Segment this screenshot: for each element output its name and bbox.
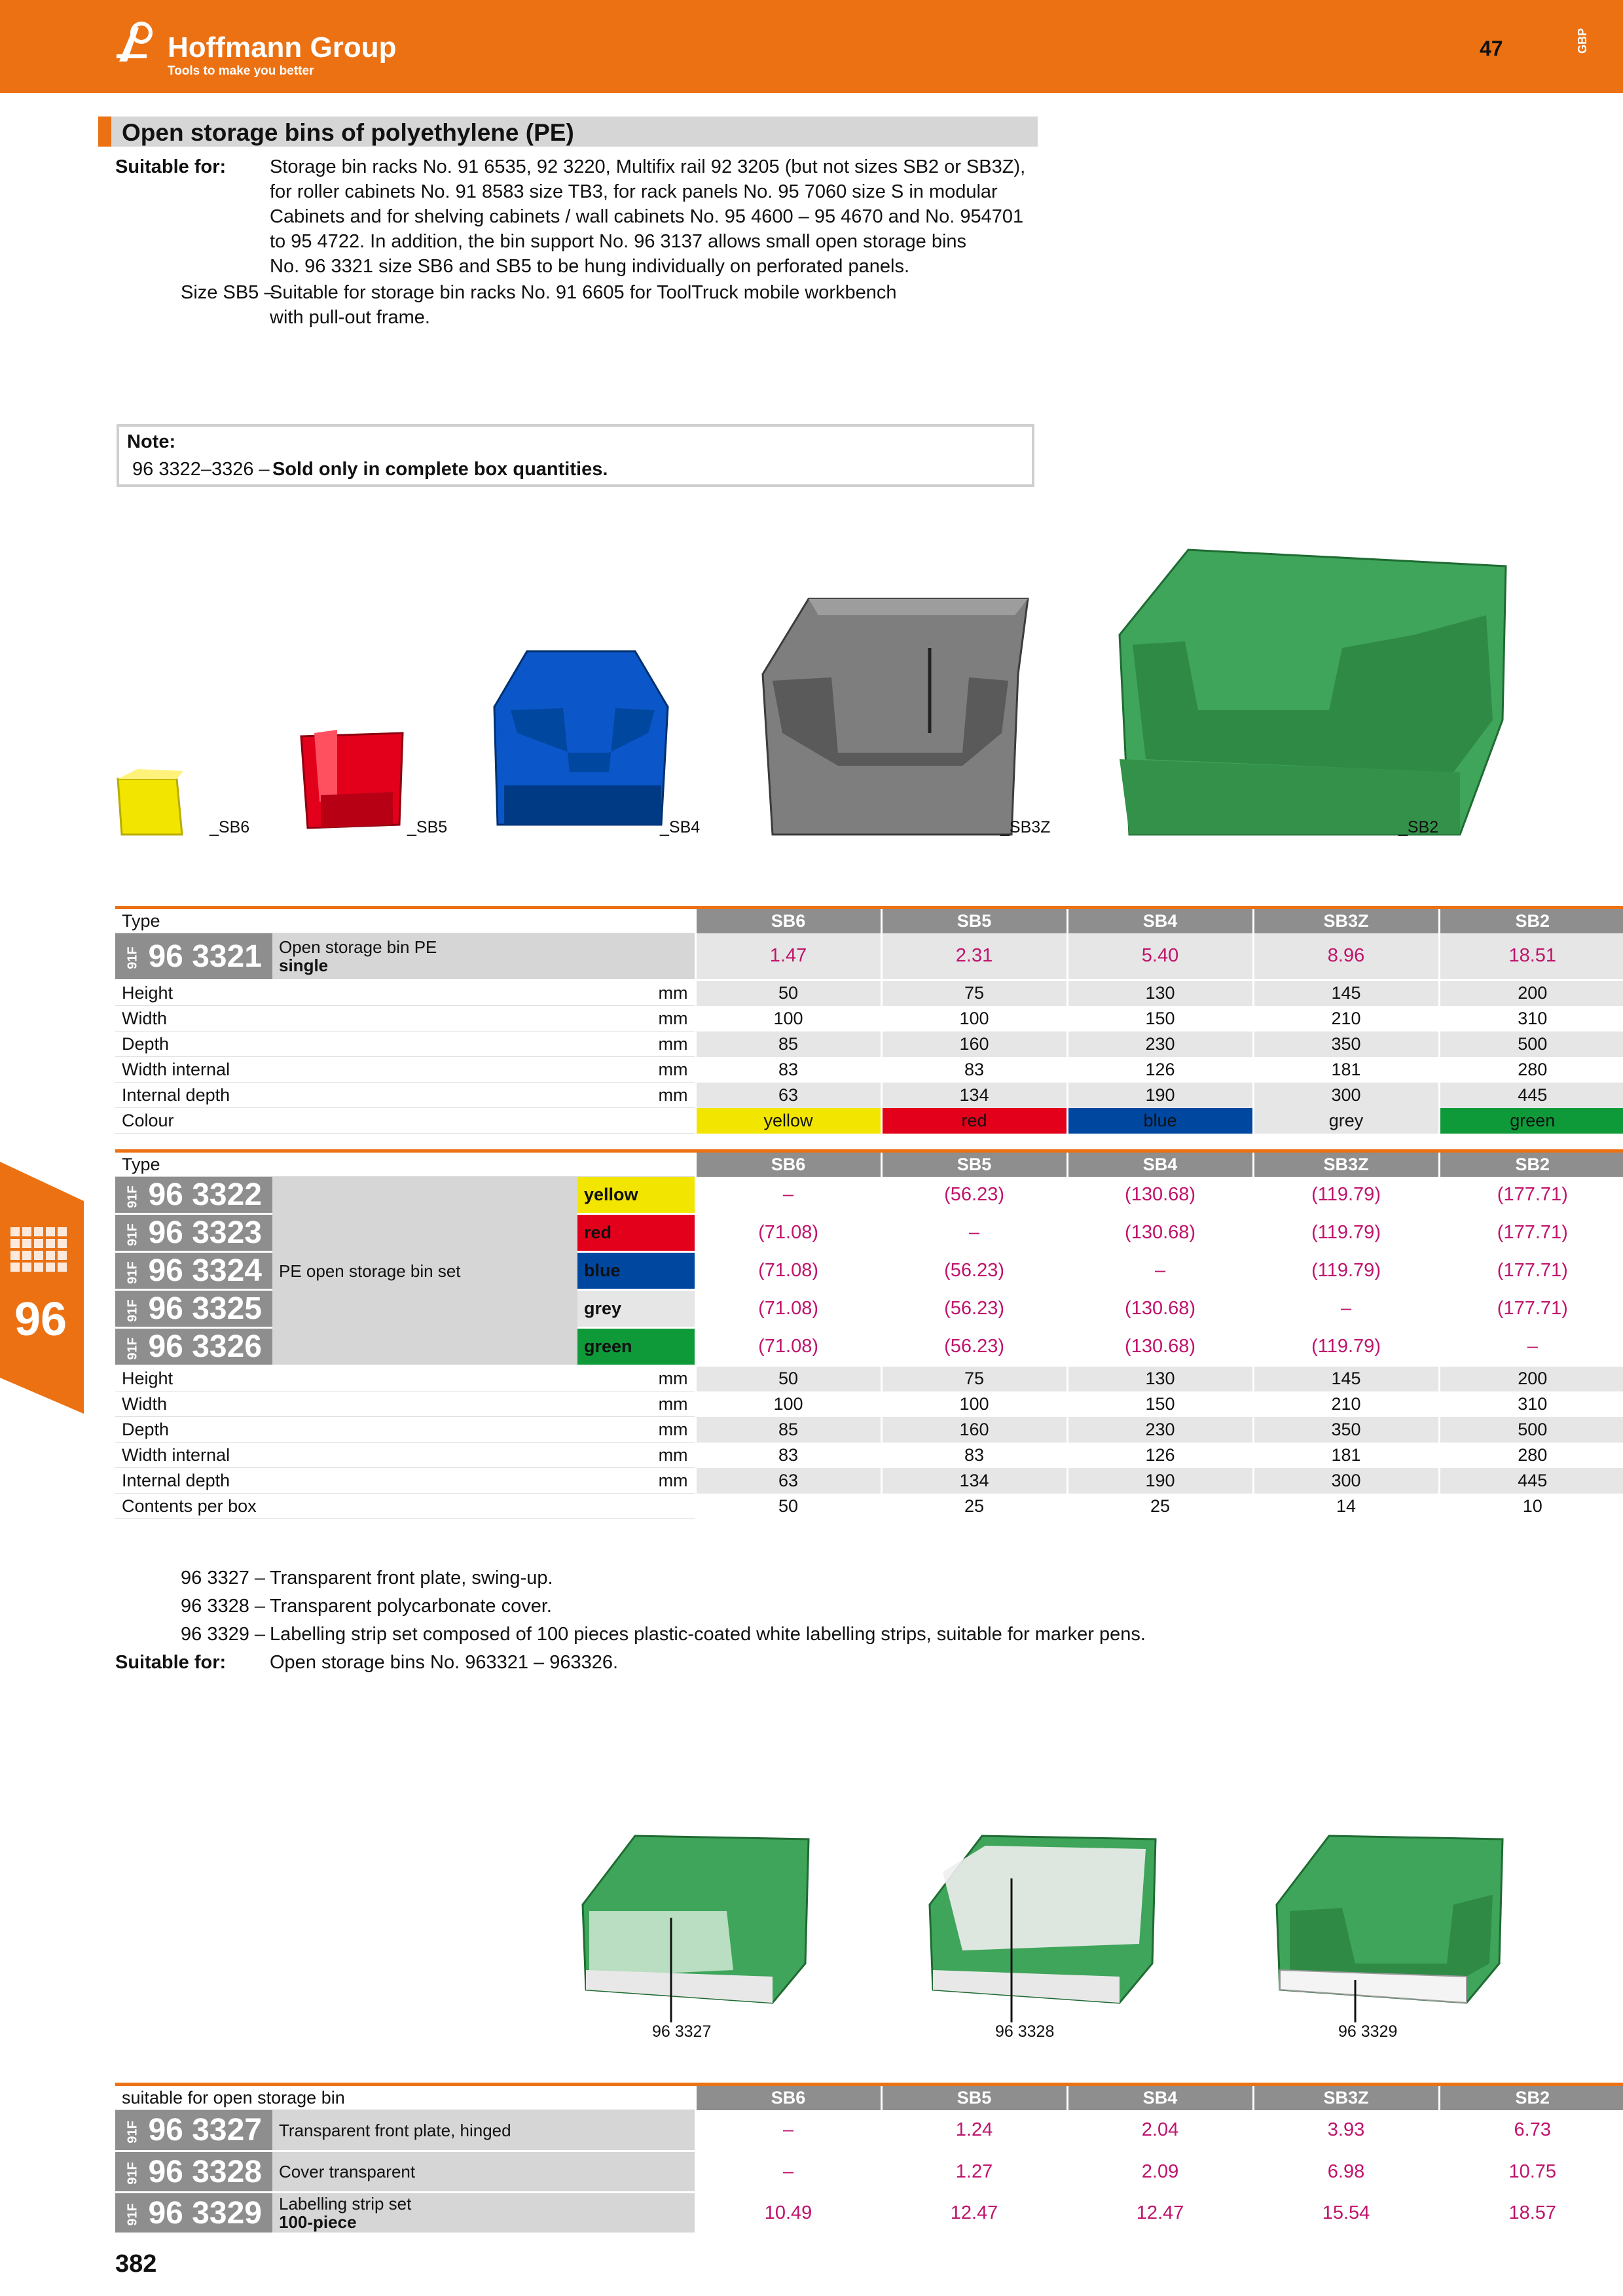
table-row xyxy=(115,1366,1623,1391)
price-cell: 12.47 xyxy=(1067,2193,1253,2234)
price-cell: (71.08) xyxy=(695,1214,881,1252)
price-cell: (119.79) xyxy=(1253,1328,1439,1366)
title-accent xyxy=(98,117,111,147)
bin-sb3z-image xyxy=(763,599,1028,834)
price-cell: – xyxy=(1253,1290,1439,1328)
table-cell: 85 xyxy=(695,1417,881,1443)
bin-sb6-image xyxy=(118,769,183,834)
price-cell: 6.98 xyxy=(1253,2151,1439,2193)
colour-swatch: yellow xyxy=(577,1177,695,1214)
front-plate-bin-image xyxy=(583,1836,809,2022)
type-sb2: SB2 xyxy=(1439,908,1623,933)
price-cell: (56.23) xyxy=(881,1177,1067,1214)
bin-label-sb6: _SB6 xyxy=(210,818,250,836)
table-cell: 190 xyxy=(1067,1468,1253,1494)
price-cell: (71.08) xyxy=(695,1328,881,1366)
price-cell: (56.23) xyxy=(881,1252,1067,1290)
price-cell: (177.71) xyxy=(1439,1177,1623,1214)
hoffmann-logo-icon xyxy=(115,18,161,64)
article-description: Cover transparent xyxy=(272,2151,695,2193)
bin-label-sb5: _SB5 xyxy=(407,818,448,836)
article-number[interactable]: 91F 96 3323 xyxy=(115,1214,272,1252)
price-cell: (71.08) xyxy=(695,1290,881,1328)
type-sb3z: SB3Z xyxy=(1253,908,1439,933)
row-unit: mm xyxy=(577,1391,695,1417)
article-description: Labelling strip set 100-piece xyxy=(272,2193,695,2234)
accessory-no: 96 3328 – xyxy=(181,1596,266,1617)
table-cell: 134 xyxy=(881,1468,1067,1494)
table-bin-sets xyxy=(115,1149,1623,1519)
table-cell: 130 xyxy=(1067,1366,1253,1391)
table-cell: 126 xyxy=(1067,1057,1253,1083)
table-row xyxy=(115,1417,1623,1443)
price-cell: 10.49 xyxy=(695,2193,881,2234)
table-cell: 100 xyxy=(881,1006,1067,1031)
row-label: Width xyxy=(115,1391,577,1417)
accessory-image-label: 96 3328 xyxy=(995,2022,1055,2041)
accessory-text: Transparent front plate, swing-up. xyxy=(270,1568,553,1588)
article-description: Transparent front plate, hinged xyxy=(272,2110,695,2151)
colour-swatch: green xyxy=(1439,1108,1623,1134)
table-cell: 300 xyxy=(1253,1083,1439,1108)
currency-code: GBP xyxy=(1576,27,1590,54)
price-cell: (71.08) xyxy=(695,1252,881,1290)
table-cell: 100 xyxy=(881,1391,1067,1417)
colour-swatch: blue xyxy=(1067,1108,1253,1134)
table-cell: 50 xyxy=(695,1494,881,1519)
price-cell: 5.40 xyxy=(1067,933,1253,980)
table-cell: 100 xyxy=(695,1006,881,1031)
colour-swatch: red xyxy=(881,1108,1067,1134)
price-cell: 2.04 xyxy=(1067,2110,1253,2151)
price-cell: (130.68) xyxy=(1067,1328,1253,1366)
table-cell: 190 xyxy=(1067,1083,1253,1108)
table-cell: 230 xyxy=(1067,1417,1253,1443)
table-cell: 310 xyxy=(1439,1391,1623,1417)
chapter-tab xyxy=(0,1162,84,1414)
row-unit: mm xyxy=(577,1468,695,1494)
accessory-image-label: 96 3327 xyxy=(652,2022,712,2041)
bin-sb4-image xyxy=(494,651,668,825)
table-cell: 145 xyxy=(1253,1366,1439,1391)
price-cell: (177.71) xyxy=(1439,1214,1623,1252)
table-cell: 50 xyxy=(695,1366,881,1391)
price-cell: (119.79) xyxy=(1253,1214,1439,1252)
row-label: Internal depth xyxy=(115,1468,577,1494)
table-accessories xyxy=(115,2083,1623,2234)
price-cell: 8.96 xyxy=(1253,933,1439,980)
row-label: Depth xyxy=(115,1417,577,1443)
price-cell: (177.71) xyxy=(1439,1290,1623,1328)
price-cell: 2.09 xyxy=(1067,2151,1253,2193)
row-label: Width internal xyxy=(115,1443,577,1468)
row-unit: mm xyxy=(429,980,695,1006)
table-cell: 130 xyxy=(1067,980,1253,1006)
note-box xyxy=(117,424,1034,487)
type-sb3z: SB3Z xyxy=(1253,1151,1439,1177)
suitable-for-label: Suitable for: xyxy=(115,1652,227,1673)
price-cell: (130.68) xyxy=(1067,1214,1253,1252)
chapter-number: 96 xyxy=(14,1293,67,1346)
price-cell: – xyxy=(695,2151,881,2193)
table-cell: 300 xyxy=(1253,1468,1439,1494)
bin-label-sb3z: _SB3Z xyxy=(1000,818,1051,836)
table1-header xyxy=(115,908,1623,933)
table-cell: 145 xyxy=(1253,980,1439,1006)
table2-header xyxy=(115,1151,1623,1177)
table-row xyxy=(115,1177,1623,1214)
table-cell: 83 xyxy=(881,1443,1067,1468)
article-number[interactable]: 91F 96 3326 xyxy=(115,1328,272,1366)
row-label: Colour xyxy=(115,1108,695,1134)
table3-header xyxy=(115,2085,1623,2110)
row-label: Width xyxy=(115,1006,429,1031)
table-row xyxy=(115,1494,1623,1519)
table-cell: 14 xyxy=(1253,1494,1439,1519)
bin-sb2-image xyxy=(1120,550,1506,834)
table-row xyxy=(115,1108,1623,1134)
table-cell: 160 xyxy=(881,1031,1067,1057)
table-cell: 350 xyxy=(1253,1417,1439,1443)
price-cell: 1.47 xyxy=(695,933,881,980)
note-title: Note: xyxy=(127,431,176,452)
row-label: Width internal xyxy=(115,1057,429,1083)
note-text: Sold only in complete box quantities. xyxy=(272,459,608,480)
table-row xyxy=(115,2110,1623,2151)
table-cell: 500 xyxy=(1439,1417,1623,1443)
type-sb5: SB5 xyxy=(881,908,1067,933)
table-cell: 134 xyxy=(881,1083,1067,1108)
table-row xyxy=(115,1443,1623,1468)
table-cell: 350 xyxy=(1253,1031,1439,1057)
price-cell: (119.79) xyxy=(1253,1252,1439,1290)
article-number[interactable]: 91F 96 3327 xyxy=(115,2110,272,2151)
header-label: suitable for open storage bin xyxy=(115,2085,695,2110)
catalog-page-number: 47 xyxy=(1480,37,1503,60)
table-cell: 10 xyxy=(1439,1494,1623,1519)
type-sb5: SB5 xyxy=(881,1151,1067,1177)
table-row xyxy=(115,1391,1623,1417)
table-row xyxy=(115,1468,1623,1494)
row-label: Depth xyxy=(115,1031,429,1057)
accessory-text: Labelling strip set composed of 100 pieces plastic-coated white labelling strips, suitable for marker pens. xyxy=(270,1624,1146,1645)
article-number[interactable]: 91F 96 3321 xyxy=(115,933,272,980)
row-unit xyxy=(577,1494,695,1519)
hoffmann-logo[interactable] xyxy=(115,18,403,84)
table-cell: 85 xyxy=(695,1031,881,1057)
type-sb4: SB4 xyxy=(1067,1151,1253,1177)
table-cell: 63 xyxy=(695,1083,881,1108)
size-sb5-text: Suitable for storage bin racks No. 91 6605 for ToolTruck mobile workbench with pull-out frame. xyxy=(270,282,897,328)
table-cell: 160 xyxy=(881,1417,1067,1443)
table-cell: 500 xyxy=(1439,1031,1623,1057)
table-cell: 150 xyxy=(1067,1006,1253,1031)
colour-swatch: yellow xyxy=(695,1108,881,1134)
price-cell: – xyxy=(695,2110,881,2151)
type-sb2: SB2 xyxy=(1439,2085,1623,2110)
price-cell: 18.51 xyxy=(1439,933,1623,980)
table-cell: 280 xyxy=(1439,1443,1623,1468)
header-bar xyxy=(0,0,1623,93)
table-cell: 25 xyxy=(881,1494,1067,1519)
set-description: PE open storage bin set xyxy=(272,1177,577,1366)
table-cell: 25 xyxy=(1067,1494,1253,1519)
accessory-text: Transparent polycarbonate cover. xyxy=(270,1596,552,1617)
row-label: Height xyxy=(115,980,429,1006)
article-number[interactable]: 91F 96 3325 xyxy=(115,1290,272,1328)
article-number[interactable]: 91F 96 3328 xyxy=(115,2151,272,2193)
price-cell: 15.54 xyxy=(1253,2193,1439,2234)
colour-swatch: green xyxy=(577,1328,695,1366)
table-cell: 83 xyxy=(695,1443,881,1468)
table-cell: 445 xyxy=(1439,1468,1623,1494)
article-number[interactable]: 91F 96 3324 xyxy=(115,1252,272,1290)
labelling-strip-bin-image xyxy=(1277,1836,1503,2022)
price-cell: (130.68) xyxy=(1067,1177,1253,1214)
price-cell: (119.79) xyxy=(1253,1177,1439,1214)
row-label: Internal depth xyxy=(115,1083,429,1108)
table-cell: 445 xyxy=(1439,1083,1623,1108)
note-range: 96 3322–3326 – xyxy=(132,459,270,480)
size-sb5-label: Size SB5 – xyxy=(181,282,275,303)
row-label: Contents per box xyxy=(115,1494,577,1519)
price-cell: – xyxy=(695,1177,881,1214)
table-cell: 83 xyxy=(881,1057,1067,1083)
colour-swatch: grey xyxy=(577,1290,695,1328)
table-cell: 75 xyxy=(881,980,1067,1006)
table-cell: 230 xyxy=(1067,1031,1253,1057)
brand-name: Hoffmann Group xyxy=(168,31,397,63)
table-cell: 200 xyxy=(1439,980,1623,1006)
price-cell: 1.24 xyxy=(881,2110,1067,2151)
row-unit: mm xyxy=(429,1031,695,1057)
table-cell: 200 xyxy=(1439,1366,1623,1391)
price-cell: 2.31 xyxy=(881,933,1067,980)
type-label: Type xyxy=(115,908,695,933)
type-sb3z: SB3Z xyxy=(1253,2085,1439,2110)
type-label: Type xyxy=(115,1151,695,1177)
suitable-for-text: Storage bin racks No. 91 6535, 92 3220, Multifix rail 92 3205 (but not sizes SB2 or SB3Z), for roller cabinets No. 91 8583 size TB3, for rack panels No. 95 7060 size S in modular Cabinets and for shelving cabinets / wall cabinets No. 95 4600 – 95 4670 and No. 954701 to 95 4722. In addition, the bin support No. 96 3137 allows small open storage bins No. 96 3321 size SB6 and SB5 to be hung individually on perforated panels. xyxy=(270,156,1026,277)
price-cell: 6.73 xyxy=(1439,2110,1623,2151)
bin-label-sb2: _SB2 xyxy=(1398,818,1439,836)
accessory-no: 96 3327 – xyxy=(181,1568,266,1588)
table-cell: 280 xyxy=(1439,1057,1623,1083)
table-cell: 181 xyxy=(1253,1443,1439,1468)
table-cell: 126 xyxy=(1067,1443,1253,1468)
table-cell: 210 xyxy=(1253,1006,1439,1031)
colour-swatch: blue xyxy=(577,1252,695,1290)
table-cell: 100 xyxy=(695,1391,881,1417)
table-row xyxy=(115,1031,1623,1057)
price-cell: – xyxy=(881,1214,1067,1252)
table-row xyxy=(115,1006,1623,1031)
price-cell: 12.47 xyxy=(881,2193,1067,2234)
table-row xyxy=(115,2193,1623,2234)
price-cell: – xyxy=(1439,1328,1623,1366)
page-number: 382 xyxy=(115,2250,157,2278)
table-row xyxy=(115,933,1623,980)
row-label: Height xyxy=(115,1366,577,1391)
row-unit: mm xyxy=(577,1366,695,1391)
type-sb5: SB5 xyxy=(881,2085,1067,2110)
price-cell: (56.23) xyxy=(881,1328,1067,1366)
price-cell: (130.68) xyxy=(1067,1290,1253,1328)
accessories-illustration xyxy=(576,1833,1512,2029)
table-row xyxy=(115,1083,1623,1108)
table-cell: 63 xyxy=(695,1468,881,1494)
table-cell: 310 xyxy=(1439,1006,1623,1031)
table-cell: 210 xyxy=(1253,1391,1439,1417)
row-unit: mm xyxy=(429,1006,695,1031)
price-cell: 18.57 xyxy=(1439,2193,1623,2234)
suitable-for-text: Open storage bins No. 963321 – 963326. xyxy=(270,1652,619,1673)
article-description: Open storage bin PE single xyxy=(272,933,695,980)
price-cell: – xyxy=(1067,1252,1253,1290)
table-row xyxy=(115,2151,1623,2193)
price-cell: (177.71) xyxy=(1439,1252,1623,1290)
row-unit: mm xyxy=(577,1443,695,1468)
table-cell: 150 xyxy=(1067,1391,1253,1417)
section-title-bar xyxy=(98,117,1038,147)
table-cell: 181 xyxy=(1253,1057,1439,1083)
type-sb4: SB4 xyxy=(1067,2085,1253,2110)
bin-label-sb4: _SB4 xyxy=(660,818,701,836)
brand-tagline: Tools to make you better xyxy=(168,64,314,78)
price-cell: 1.27 xyxy=(881,2151,1067,2193)
price-cell: 3.93 xyxy=(1253,2110,1439,2151)
table-row xyxy=(115,1057,1623,1083)
type-sb6: SB6 xyxy=(695,2085,881,2110)
price-cell: (56.23) xyxy=(881,1290,1067,1328)
section-title: Open storage bins of polyethylene (PE) xyxy=(122,119,574,146)
colour-swatch: grey xyxy=(1253,1108,1439,1134)
row-unit: mm xyxy=(577,1417,695,1443)
colour-swatch: red xyxy=(577,1214,695,1252)
type-sb6: SB6 xyxy=(695,908,881,933)
table-cell: 83 xyxy=(695,1057,881,1083)
article-number[interactable]: 91F 96 3322 xyxy=(115,1177,272,1214)
article-number[interactable]: 91F 96 3329 xyxy=(115,2193,272,2234)
table-row xyxy=(115,980,1623,1006)
table-single-bins xyxy=(115,906,1623,1134)
type-sb2: SB2 xyxy=(1439,1151,1623,1177)
price-cell: 10.75 xyxy=(1439,2151,1623,2193)
row-unit: mm xyxy=(429,1083,695,1108)
cover-bin-image xyxy=(930,1836,1156,2022)
table-cell: 50 xyxy=(695,980,881,1006)
accessory-no: 96 3329 – xyxy=(181,1624,266,1645)
type-sb6: SB6 xyxy=(695,1151,881,1177)
row-unit: mm xyxy=(429,1057,695,1083)
table-cell: 75 xyxy=(881,1366,1067,1391)
accessory-image-label: 96 3329 xyxy=(1338,2022,1398,2041)
bin-sb5-image xyxy=(301,730,403,828)
type-sb4: SB4 xyxy=(1067,908,1253,933)
bins-illustration xyxy=(111,537,1519,851)
suitable-for-label: Suitable for: xyxy=(115,156,227,177)
